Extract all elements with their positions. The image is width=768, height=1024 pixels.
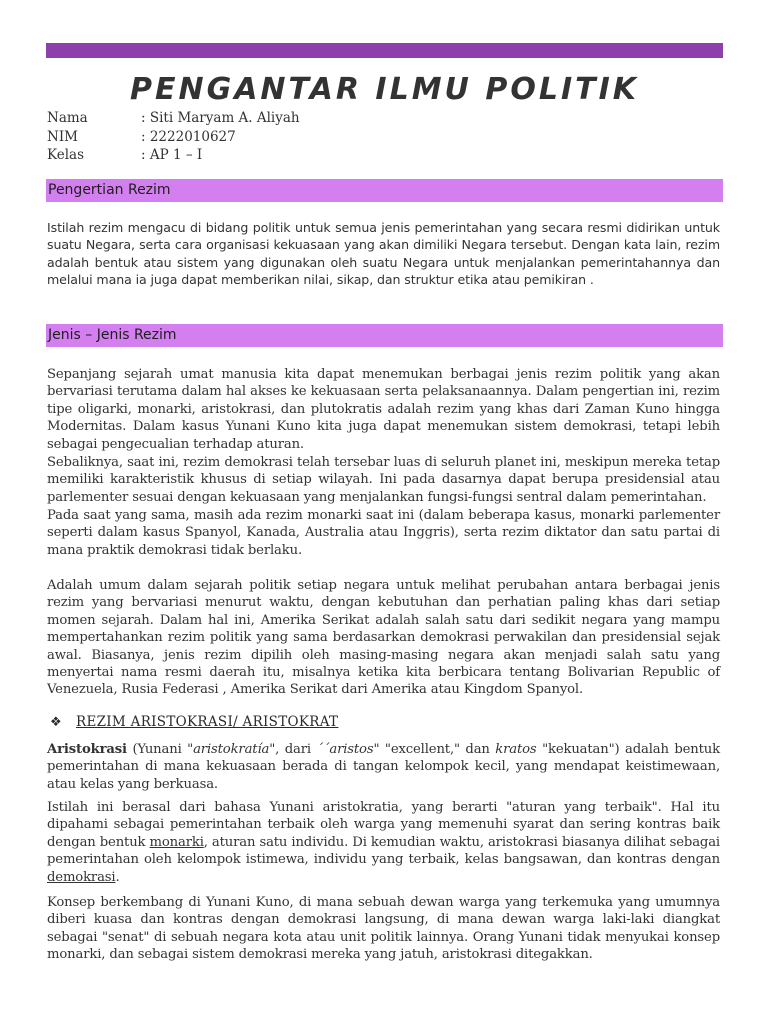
paragraph-pengertian: Istilah rezim mengacu di bidang politik untuk semua jenis pemerintahan yang secara resmi didirikan untuk suatu Negara, serta cara organisasi kekuasaan yang akan dimiliki Negara tersebut. Dengan kata lain, rezim adalah bentuk atau sistem yang digunakan oleh suatu Negara untuk menjalankan pemerintahannya dan melalui mana ia juga dapat memberikan nilai, sikap, dan struktur etika atau pemikiran .: [47, 220, 720, 288]
paragraph-aristokrasi-1: [47, 741, 720, 793]
header-bar: [46, 43, 723, 58]
text-span: .: [115, 869, 120, 885]
info-row-kelas: [47, 146, 447, 165]
paragraph-jenis-4: Adalah umum dalam sejarah politik setiap negara untuk melihat perubahan antara berbagai jenis rezim yang bervariasi menurut waktu, dengan kebutuhan dan perhatian paling khas dari setiap momen sejarah. Dalam hal ini, Amerika Serikat adalah salah satu dari sedikit negara yang mampu mempertahankan rezim politik yang sama berdasarkan demokrasi perwakilan dan presidensial sejak awal. Biasanya, jenis rezim dipilih oleh masing-masing negara akan menjadi salah satu yang menyertai nama resmi daerah itu, misalnya ketika kita berbicara tentang Bolivarian Republic of Venezuela, Rusia Federasi , Amerika Serikat dari Amerika atau Kingdom Spanyol.: [47, 578, 720, 698]
text-span: "excellent," dan: [379, 742, 496, 757]
subheading-text: REZIM ARISTOKRASI/ ARISTOKRAT: [76, 714, 339, 730]
text-span: (Yunani ": [126, 742, 194, 757]
info-row-nim: [47, 128, 447, 147]
info-label: NIM: [47, 128, 78, 145]
info-row-nama: [47, 109, 447, 128]
term-aristokrasi: Aristokrasi: [47, 742, 127, 757]
section-heading-jenis: Jenis – Jenis Rezim: [46, 324, 723, 347]
info-value: : 2222010627: [141, 128, 236, 145]
paragraph-aristokrasi-3: [47, 894, 720, 964]
link-demokrasi[interactable]: demokrasi: [47, 869, 116, 885]
text-span: Istilah ini berasal dari bahasa Yunani aristokratia, yang berarti "aturan yang terbaik". Hal itu dipahami sebagai pemerintahan terbaik oleh warga yang memenuhi syarat dan sering kontras baik dengan bentuk: [47, 800, 720, 850]
text-span: ", dari: [269, 742, 317, 757]
paragraph-jenis-2: Sebaliknya, saat ini, rezim demokrasi telah tersebar luas di seluruh planet ini, meskipun mereka tetap memiliki karakteristik khusus di setiap wilayah. Ini pada dasarnya dapat berupa presidensial atau parlementer sesuai dengan kekuasaan yang menjalankan fungsi-fungsi sentral dalam pemerintahan.: [47, 455, 720, 505]
subheading-aristokrasi: [50, 714, 338, 730]
document-title: PENGANTAR ILMU POLITIK: [129, 72, 639, 107]
link-monarki[interactable]: monarki: [149, 834, 204, 850]
student-info: [47, 109, 447, 165]
text-span: "kekuatan") adalah bentuk pemerintahan di mana kekuasaan berada di tangan kelompok kecil, yang mendapat keistimewaan, atau kelas yang berkuasa.: [47, 742, 720, 792]
section-heading-pengertian: Pengertian Rezim: [46, 179, 723, 202]
diamond-bullet-icon: ❖: [50, 714, 62, 730]
term-monarki: monarki: [47, 947, 102, 963]
paragraph-jenis-1: Sepanjang sejarah umat manusia kita dapat menemukan berbagai jenis rezim politik yang akan bervariasi terutama dalam hal akses ke kekuasaan serta pelaksanaannya. Dalam pengertian ini, rezim tipe oligarki, monarki, aristokrasi, dan plutokratis adalah rezim yang khas dari Zaman Kuno hingga Modernitas. Dalam kasus Yunani Kuno kita juga dapat menemukan sistem demokrasi, tetapi lebih sebagai pengecualian terhadap aturan.: [47, 367, 720, 452]
info-value: : AP 1 – I: [141, 147, 203, 163]
text-span: , dan sebagai sistem demokrasi mereka yang jatuh, aristokrasi ditegakkan.: [101, 947, 593, 963]
info-value: : Siti Maryam A. Aliyah: [141, 110, 300, 126]
italic-term: ´´aristos": [316, 742, 380, 757]
italic-term: kratos: [495, 742, 537, 757]
paragraph-aristokrasi-2: [47, 799, 720, 886]
text-span: , aturan satu individu. Di kemudian waktu, aristokrasi biasanya dilihat sebagai pemerintahan oleh kelompok istimewa, individu yang terbaik, kelas bangsawan, dan kontras dengan: [47, 834, 720, 868]
info-label: Kelas: [47, 147, 85, 163]
text-span: Konsep berkembang di Yunani Kuno, di mana sebuah dewan warga yang terkemuka yang umumnya diberi kuasa dan kontras dengan demokrasi langsung, di mana dewan warga laki-laki diangkat sebagai "senat" di sebuah negara kota atau unit politik lainnya. Orang Yunani tidak menyukai konsep: [47, 895, 720, 945]
paragraph-jenis-3: Pada saat yang sama, masih ada rezim monarki saat ini (dalam beberapa kasus, monarki parlementer seperti dalam kasus Spanyol, Kanada, Australia atau Inggris), serta rezim diktator dan satu partai di mana praktik demokrasi tidak berlaku.: [47, 508, 720, 558]
italic-term: aristokratía: [193, 742, 270, 757]
info-label: Nama: [47, 110, 88, 126]
